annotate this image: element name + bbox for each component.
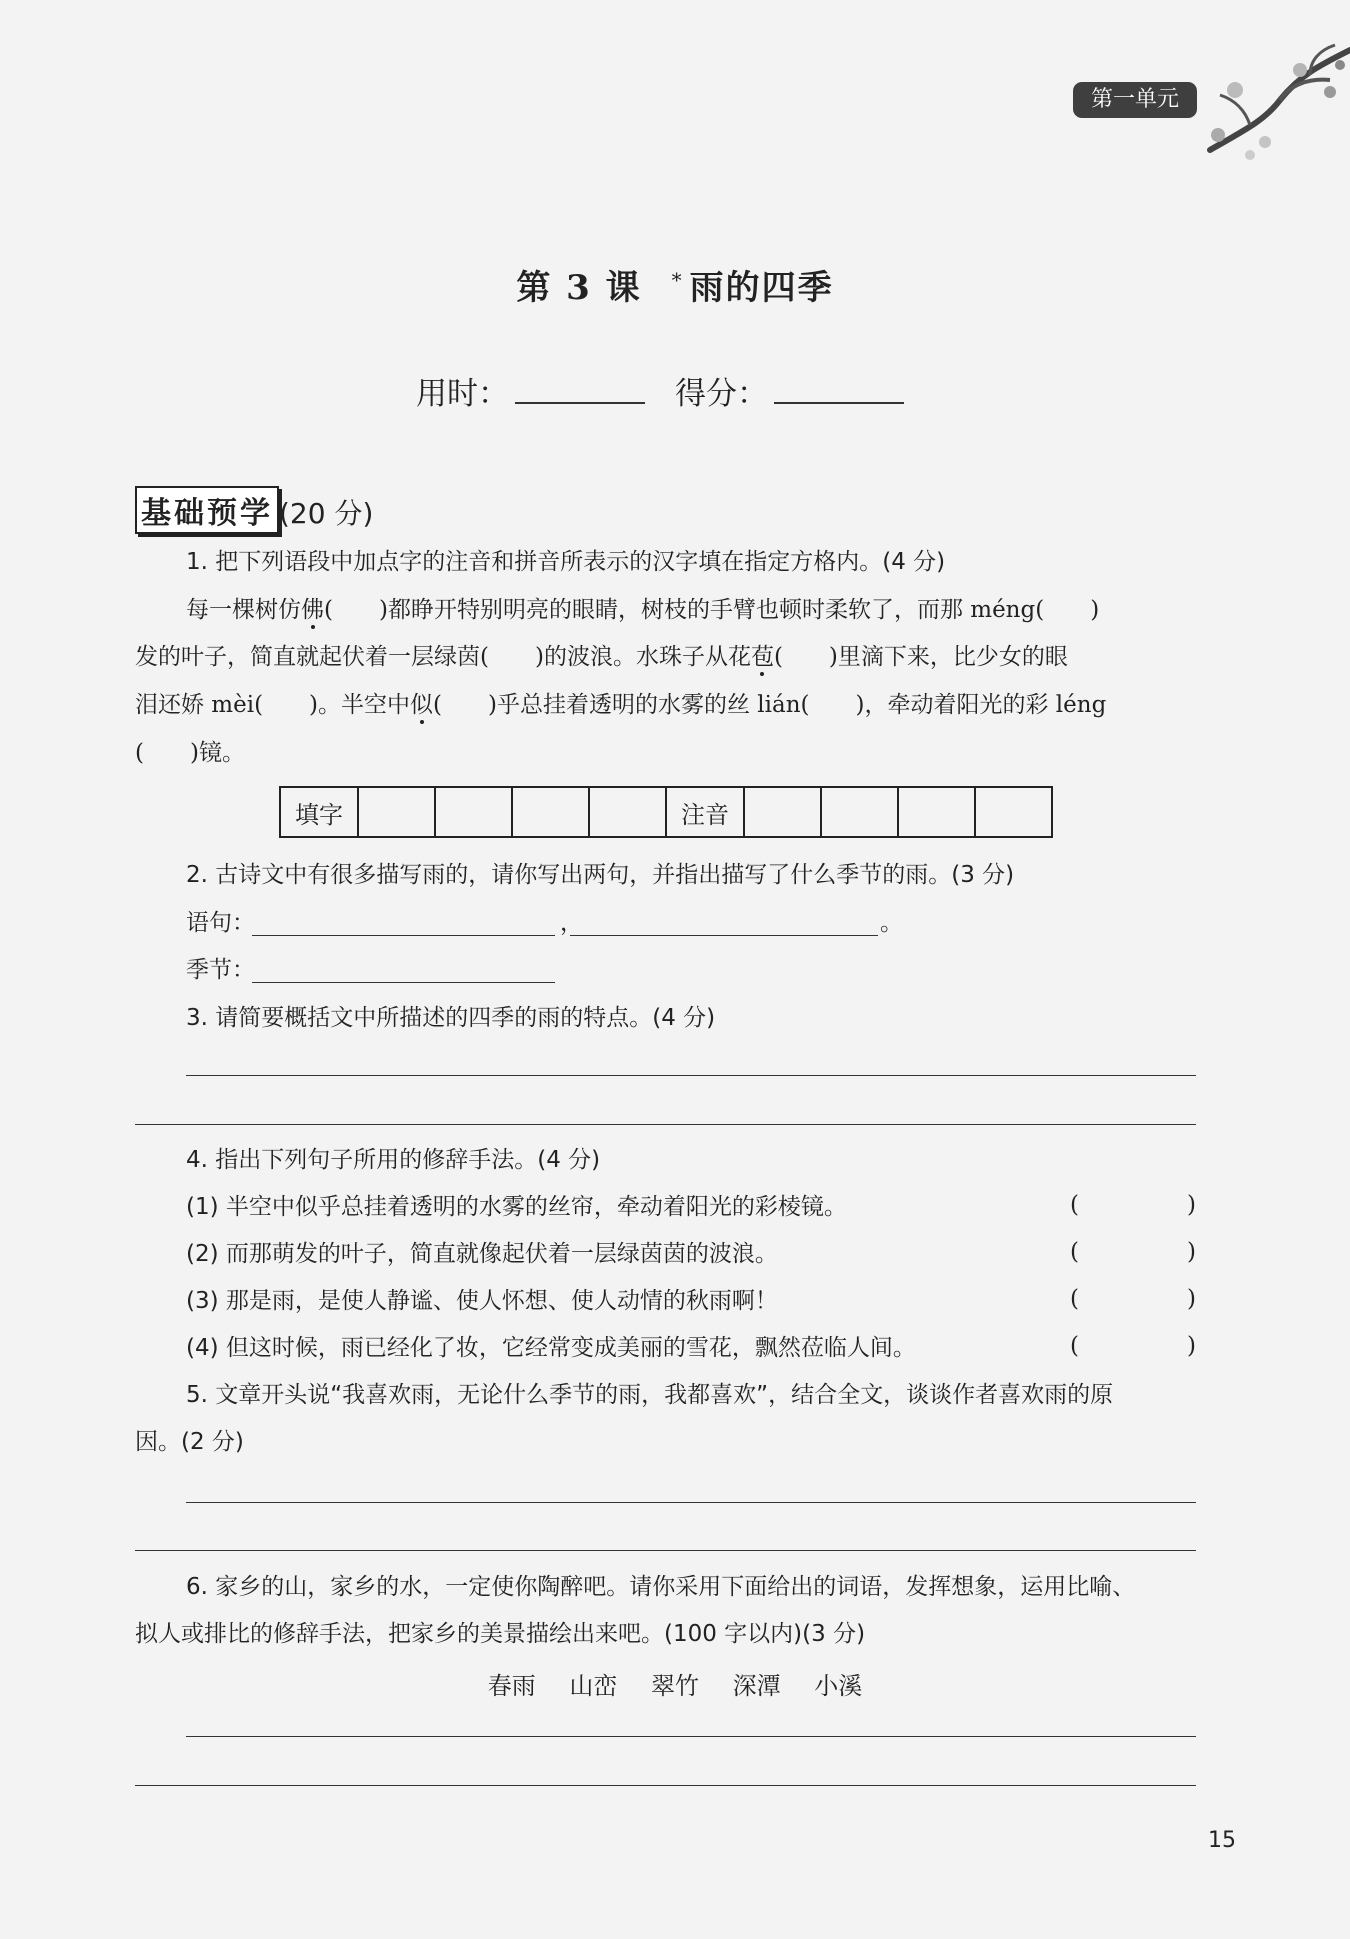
fill-cell[interactable] — [435, 787, 512, 837]
dotted-char: 苞 — [750, 644, 774, 670]
q2-sentence-blank-2[interactable] — [570, 935, 878, 936]
q2-period: 。 — [880, 910, 903, 936]
q1-passage-line3: 泪还娇 mèi( )。半空中似( )乎总挂着透明的水雾的丝 lián( )，牵动着阳光的彩 léng — [135, 692, 1107, 718]
q6-answer-line[interactable] — [135, 1785, 1196, 1786]
q4-answer-paren-close: ) — [1187, 1192, 1196, 1218]
pinyin-cell[interactable] — [975, 787, 1052, 837]
q2-sentence-blank-1[interactable] — [252, 935, 555, 936]
q3-prompt: 3. 请简要概括文中所描述的四季的雨的特点。(4 分) — [186, 1005, 716, 1031]
q2-sentence-label: 语句： — [186, 910, 255, 936]
q4-answer-paren-close: ) — [1187, 1286, 1196, 1312]
q1-answer-grid — [279, 786, 1053, 838]
q1-passage-line2: 发的叶子，简直就起伏着一层绿茵( )的波浪。水珠子从花苞( )里滴下来，比少女的眼 — [135, 644, 1068, 670]
q5-answer-line[interactable] — [135, 1550, 1196, 1551]
lesson-title — [0, 260, 1350, 309]
q3-answer-line[interactable] — [135, 1124, 1196, 1125]
section-label: 基础预学 — [135, 486, 279, 534]
pinyin-cell[interactable] — [898, 787, 975, 837]
unit-badge: 第一单元 — [1073, 82, 1197, 118]
q2-prompt: 2. 古诗文中有很多描写雨的，请你写出两句，并指出描写了什么季节的雨。(3 分) — [186, 862, 1015, 888]
q2-comma: ， — [560, 910, 583, 936]
q4-answer-paren-open: ( — [1070, 1192, 1079, 1218]
q4-item-2: (2) 而那萌发的叶子，简直就像起伏着一层绿茵茵的波浪。 — [186, 1241, 778, 1267]
pinyin-cell[interactable] — [821, 787, 898, 837]
q6-answer-line[interactable] — [186, 1736, 1196, 1737]
q1-passage-line1: 每一棵树仿佛( )都睁开特别明亮的眼睛，树枝的手臂也顿时柔软了，而那 méng( ) — [186, 597, 1100, 623]
q5-prompt-line1: 5. 文章开头说“我喜欢雨，无论什么季节的雨，我都喜欢”，结合全文，谈谈作者喜欢雨的原 — [186, 1382, 1114, 1408]
fill-cell[interactable] — [358, 787, 435, 837]
q1-passage-line4: ( )镜。 — [135, 740, 245, 766]
q1-prompt: 1. 把下列语段中加点字的注音和拼音所表示的汉字填在指定方格内。(4 分) — [186, 549, 946, 575]
score-label: 得分： — [675, 376, 768, 412]
q5-prompt-line2: 因。(2 分) — [135, 1429, 244, 1455]
q6-prompt-line2: 拟人或排比的修辞手法，把家乡的美景描绘出来吧。(100 字以内)(3 分) — [135, 1621, 866, 1647]
q4-answer-paren-open: ( — [1070, 1333, 1079, 1359]
q6-word-list: 春雨 山峦 翠竹 深潭 小溪 — [487, 1672, 863, 1700]
q4-prompt: 4. 指出下列句子所用的修辞手法。(4 分) — [186, 1147, 601, 1173]
lesson-number: 第 3 课 — [516, 268, 642, 308]
plum-branch-decoration — [1190, 30, 1350, 180]
q2-season-label: 季节： — [186, 957, 255, 983]
section-points: (20 分) — [279, 497, 374, 530]
q6-prompt-line1: 6. 家乡的山，家乡的水，一定使你陶醉吧。请你采用下面给出的词语，发挥想象，运用比喻、 — [186, 1574, 1136, 1600]
time-score-line — [0, 368, 1350, 413]
fill-label: 填字 — [280, 787, 358, 837]
time-blank[interactable] — [515, 374, 645, 404]
section-heading — [135, 486, 373, 534]
q4-answer-paren-close: ) — [1187, 1239, 1196, 1265]
q3-answer-line[interactable] — [186, 1075, 1196, 1076]
score-blank[interactable] — [774, 374, 904, 404]
dotted-char: 似 — [410, 692, 434, 718]
page-number: 15 — [1208, 1828, 1236, 1853]
time-label: 用时： — [416, 376, 509, 412]
q4-answer-paren-open: ( — [1070, 1239, 1079, 1265]
pinyin-label: 注音 — [666, 787, 744, 837]
q4-answer-paren-open: ( — [1070, 1286, 1079, 1312]
lesson-name: 雨的四季 — [689, 268, 834, 308]
lesson-mark: * — [671, 267, 684, 292]
q4-item-4: (4) 但这时候，雨已经化了妆，它经常变成美丽的雪花，飘然莅临人间。 — [186, 1335, 916, 1361]
q2-season-blank[interactable] — [252, 982, 555, 983]
fill-cell[interactable] — [589, 787, 666, 837]
q4-item-1: (1) 半空中似乎总挂着透明的水雾的丝帘，牵动着阳光的彩棱镜。 — [186, 1194, 847, 1220]
pinyin-cell[interactable] — [744, 787, 821, 837]
q5-answer-line[interactable] — [186, 1502, 1196, 1503]
dotted-char: 佛 — [301, 597, 324, 623]
fill-cell[interactable] — [512, 787, 589, 837]
q4-answer-paren-close: ) — [1187, 1333, 1196, 1359]
q4-item-3: (3) 那是雨，是使人静谧、使人怀想、使人动情的秋雨啊！ — [186, 1288, 778, 1314]
